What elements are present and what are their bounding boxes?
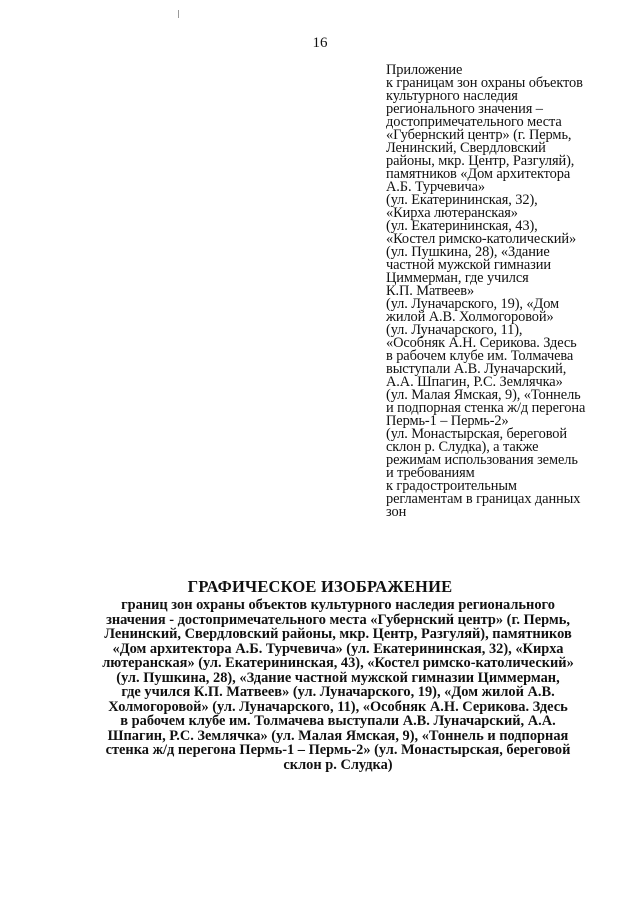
appendix-line: (ул. Пушкина, 28), «Здание [386,244,550,260]
appendix-line: «Губернский центр» (г. Пермь, [386,127,572,143]
appendix-line: «Кирха лютеранская» [386,205,518,221]
appendix-line: (ул. Луначарского, 19), «Дом [386,296,560,312]
appendix-line: культурного наследия [386,88,518,104]
appendix-line: режимам использования земель [386,452,578,468]
appendix-line: (ул. Екатерининская, 32), [386,192,538,208]
appendix-line: жилой А.В. Холмогоровой» [386,309,554,325]
appendix-line: в рабочем клубе им. Толмачева [386,348,574,364]
appendix-line: к границам зон охраны объектов [386,75,583,91]
description-line: где учился К.П. Матвеев» (ул. Луначарского, 19), «Дом жилой А.В. [121,684,555,700]
appendix-line: частной мужской гимназии [386,257,551,273]
description-line: склон р. Слудка) [283,756,393,773]
appendix-line: (ул. Луначарского, 11), [386,322,523,338]
appendix-line: (ул. Екатерининская, 43), [386,218,538,234]
appendix-line: регионального значения – [386,101,543,117]
appendix-line: и требованиям [386,465,475,481]
description-line: значения - достопримечательного места «Губернский центр» (г. Пермь, [106,611,570,628]
appendix-line: регламентам в границах данных [386,491,581,507]
appendix-line: склон р. Слудка), а также [386,439,539,455]
appendix-line: А.Б. Турчевича» [386,179,485,195]
description-line: лютеранская» (ул. Екатерининская, 43), «Костел римско-католический» [102,655,574,671]
appendix-line: Приложение [386,62,463,78]
graphic-title: ГРАФИЧЕСКОЕ ИЗОБРАЖЕНИЕ [187,577,453,596]
appendix-line: К.П. Матвеев» [386,283,475,299]
description-line: Шпагин, Р.С. Землячка» (ул. Малая Ямская, 9), «Тоннель и подпорная [107,727,569,744]
appendix-line: зон [386,504,407,520]
appendix-line: (ул. Малая Ямская, 9), «Тоннель [386,387,581,403]
appendix-line: памятников «Дом архитектора [386,166,571,182]
page-number: 16 [312,35,328,51]
graphic-description [84,598,592,772]
appendix-line: «Особняк А.Н. Серикова. Здесь [386,335,577,351]
description-line: Холмогоровой» (ул. Луначарского, 11), «Особняк А.Н. Серикова. Здесь [108,698,568,715]
description-line: границ зон охраны объектов культурного наследия регионального [121,597,555,613]
scan-artifact-mark [178,10,179,18]
appendix-line: достопримечательного места [386,114,562,130]
appendix-line: Циммерман, где учился [386,270,529,286]
description-line: Ленинский, Свердловский районы, мкр. Центр, Разгуляй), памятников [104,626,572,642]
appendix-line: Ленинский, Свердловский [386,140,546,156]
appendix-line: А.А. Шпагин, Р.С. Землячка» [386,374,563,390]
appendix-line: Пермь-1 – Пермь-2» [386,413,509,429]
appendix-line: и подпорная стенка ж/д перегона [386,400,586,416]
appendix-line: (ул. Монастырская, береговой [386,426,567,442]
description-line: «Дом архитектора А.Б. Турчевича» (ул. Екатерининская, 32), «Кирха [112,640,564,657]
appendix-line: «Костел римско-католический» [386,231,577,247]
appendix-line: районы, мкр. Центр, Разгуляй), [386,153,575,169]
appendix-line: выступали А.В. Луначарский, [386,361,567,377]
description-line: стенка ж/д перегона Пермь-1 – Пермь-2» (ул. Монастырская, береговой [105,742,571,758]
appendix-block [386,64,626,519]
description-line: (ул. Пушкина, 28), «Здание частной мужской гимназии Циммерман, [116,669,560,686]
appendix-line: к градостроительным [386,478,517,494]
description-line: в рабочем клубе им. Толмачева выступали А.В. Луначарский, А.А. [120,713,556,729]
